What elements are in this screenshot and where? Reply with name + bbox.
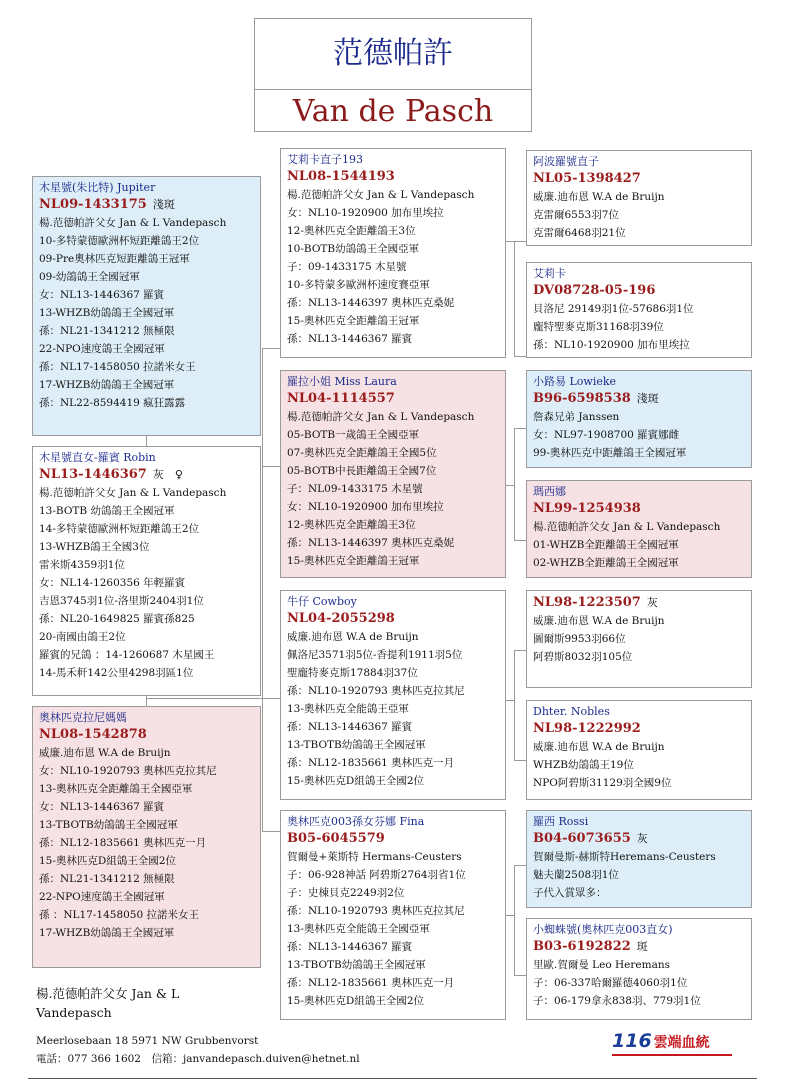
info-line: 孫：NL13-1446367 羅賓 — [287, 941, 413, 953]
info-line: 孫：NL21-1341212 無極限 — [39, 325, 175, 337]
pedigree-card-dam — [32, 706, 261, 968]
info-line: 孫：NL12-1835661 奧林匹克一月 — [39, 837, 207, 849]
pedigree-card-dds — [526, 810, 752, 908]
info-line: 威廉.迪布恩 W.A de Bruijn — [533, 741, 665, 753]
connector-line — [146, 698, 262, 699]
pedigree-card-sire-sire — [280, 148, 506, 358]
info-line: WHZB幼鴿鴿王19位 — [533, 759, 634, 771]
info-line: 吉恩3745羽1位-洛里斯2404羽1位 — [39, 595, 204, 607]
ring-number: NL04-2055298 — [287, 611, 395, 626]
ring-number: NL08-1542878 — [39, 727, 147, 742]
connector-line — [514, 760, 526, 761]
connector-line — [514, 650, 526, 651]
pigeon-name: 艾莉卡 — [533, 267, 566, 280]
info-line: 孫：NL13-1446367 羅賓 — [287, 333, 413, 345]
info-line: 07-奧林匹克全距離鴿王全國5位 — [287, 447, 437, 459]
connector-line — [506, 915, 515, 916]
info-line: 孫：NL12-1835661 奧林匹克一月 — [287, 757, 455, 769]
info-line: 威廉.迪布恩 W.A de Bruijn — [39, 747, 171, 759]
info-line: 15-奧林匹克D組鴿王全國2位 — [287, 995, 425, 1007]
info-line: 15-奧林匹克D組鴿王全國2位 — [287, 775, 425, 787]
info-line: 22-NPO速度鴿王全國冠軍 — [39, 343, 165, 355]
contact-line: 電話：077 366 1602 信箱：janvandepasch.duiven@hetnet.nl — [36, 1053, 360, 1065]
info-line: 22-NPO速度鴿王全國冠軍 — [39, 891, 165, 903]
info-line: 13-WHZB鴿王全國3位 — [39, 541, 150, 553]
pedigree-card-dam-sire — [280, 590, 506, 800]
connector-line — [514, 428, 515, 540]
ring-number: NL13-1446367 灰 ♀ — [39, 467, 183, 482]
info-line: 子代入賞眾多： — [533, 887, 607, 899]
connector-line — [514, 356, 526, 357]
ring-number: NL99-1254938 — [533, 501, 641, 516]
color-tag: 灰 ♀ — [152, 468, 183, 481]
info-line: NPO阿碧斯31129羽全國9位 — [533, 777, 672, 789]
info-line: 賀爾曼+萊斯特 Hermans-Ceusters — [287, 851, 462, 863]
connector-line — [514, 650, 515, 760]
info-line: 子：06-928神話 阿碧斯2764羽省1位 — [287, 869, 466, 881]
pigeon-name: 小路易 Lowieke — [533, 375, 617, 388]
info-line: 女：NL14-1260356 年輕羅賓 — [39, 577, 186, 589]
info-line: 05-BOTB一歲鴿王全國亞軍 — [287, 429, 420, 441]
info-line: 12-奧林匹克全距離鴿王3位 — [287, 225, 416, 237]
pigeon-name: 羅拉小姐 Miss Laura — [287, 375, 397, 388]
info-line: 14-馬禾軒142公里4298羽區1位 — [39, 667, 194, 679]
info-line: 威廉.迪布恩 W.A de Bruijn — [533, 615, 665, 627]
info-line: 子：06-179拿永838羽、779羽1位 — [533, 995, 701, 1007]
pigeon-name: 木星號直女-羅賓 Robin — [39, 451, 156, 464]
info-line: 17-WHZB幼鴿鴿王全國冠軍 — [39, 927, 175, 939]
info-line: 02-WHZB全距離鴿王全國冠軍 — [533, 557, 679, 569]
info-line: 女：NL10-1920793 奧林匹克拉其尼 — [39, 765, 217, 777]
info-line: 孫：NL10-1920793 奧林匹克拉其尼 — [287, 685, 465, 697]
info-line: 10-BOTB幼鴿鴿王全國亞軍 — [287, 243, 420, 255]
info-line: 13-WHZB幼鴿鴿王全國冠軍 — [39, 307, 175, 319]
info-line: 孫：NL10-1920900 加布里埃拉 — [533, 339, 690, 351]
info-line: 克雷爾6553羽7位 — [533, 209, 619, 221]
logo-text: 雲端血統 — [653, 1035, 710, 1051]
info-line: 女：NL13-1446367 羅賓 — [39, 801, 165, 813]
info-line: 聖龐特麥克斯17884羽37位 — [287, 667, 418, 679]
info-line: 威廉.迪布恩 W.A de Bruijn — [287, 631, 419, 643]
pedigree-card-sire-dam — [280, 370, 506, 578]
pedigree-card-sire — [32, 176, 261, 436]
info-line: 阿碧斯8032羽105位 — [533, 651, 633, 663]
info-line: 子：06-337哈爾羅德4060羽1位 — [533, 977, 688, 989]
address-line: Meerlosebaan 18 5971 NW Grubbenvorst — [36, 1035, 259, 1047]
info-line: 雷米斯4359羽1位 — [39, 559, 125, 571]
pigeon-name: 瑪西娜 — [533, 485, 566, 498]
info-line: 20-南國由鴿王2位 — [39, 631, 126, 643]
ring-number: NL98-1222992 — [533, 721, 641, 736]
connector-line — [262, 698, 280, 699]
info-line: 女：NL10-1920900 加布里埃拉 — [287, 501, 444, 513]
pigeon-name: 艾莉卡直子193 — [287, 153, 363, 166]
info-line: 楊.范德帕許父女 Jan & L Vandepasch — [39, 217, 227, 229]
pedigree-card-ddd — [526, 918, 752, 1020]
ring-number: DV08728-05-196 — [533, 283, 656, 298]
connector-line — [514, 865, 515, 975]
info-line: 孫：NL13-1446397 奧林匹克桑妮 — [287, 297, 455, 309]
info-line: 01-WHZB全距離鴿王全國冠軍 — [533, 539, 679, 551]
info-line: 13-TBOTB幼鴿鴿王全國冠軍 — [287, 739, 426, 751]
info-line: 13-奧林匹克全能鴿王全國亞軍 — [287, 923, 430, 935]
info-line: 13-TBOTB幼鴿鴿王全國冠軍 — [39, 819, 178, 831]
info-line: 孫 ：NL17-1458050 拉諾米女王 — [39, 909, 200, 921]
pedigree-card-ssd — [526, 262, 752, 358]
connector-line — [514, 428, 526, 429]
info-line: 12-奧林匹克全距離鴿王3位 — [287, 519, 416, 531]
info-line: 子：史棟貝克2249羽2位 — [287, 887, 405, 899]
connector-line — [506, 241, 526, 242]
info-line: 15-奧林匹克全距離鴿王冠軍 — [287, 555, 420, 567]
info-line: 子：09-1433175 木星號 — [287, 261, 407, 273]
info-line: 女：NL97-1908700 羅賓娜雌 — [533, 429, 680, 441]
logo-number: 116 — [612, 1030, 652, 1052]
logo-underline — [612, 1054, 732, 1056]
title-english: Van de Pasch — [292, 94, 494, 129]
info-line: 里歐.賀爾曼 Leo Heremans — [533, 959, 670, 971]
info-line: 女：NL10-1920900 加布里埃拉 — [287, 207, 444, 219]
info-line: 13-奧林匹克全距離鴿王全國亞軍 — [39, 783, 193, 795]
info-line: 子：NL09-1433175 木星號 — [287, 483, 423, 495]
info-line: 楊.范德帕許父女 Jan & L Vandepasch — [287, 411, 475, 423]
pigeon-name: 牛仔 Cowboy — [287, 595, 357, 608]
contact-block — [36, 1032, 360, 1068]
info-line: 楊.范德帕許父女 Jan & L Vandepasch — [533, 521, 721, 533]
info-line: 孫：NL13-1446367 羅賓 — [287, 721, 413, 733]
pedigree-card-dss — [526, 590, 752, 688]
info-line: 威廉.迪布恩 W.A de Bruijn — [533, 191, 665, 203]
connector-line — [146, 436, 147, 446]
info-line: 15-奧林匹克全距離鴿王冠軍 — [287, 315, 420, 327]
pedigree-card-dsd — [526, 700, 752, 800]
info-line: 佩洛尼3571羽5位-香提利1911羽5位 — [287, 649, 463, 661]
ring-number: B03-6192822 斑 — [533, 939, 648, 954]
info-line: 圖爾斯9953羽66位 — [533, 633, 626, 645]
color-tag: 淺斑 — [636, 392, 659, 405]
pigeon-name: 小蜘蛛號(奧林匹克003直女) — [533, 923, 673, 936]
info-line: 13-奧林匹克全能鴿王亞軍 — [287, 703, 409, 715]
connector-line — [514, 540, 526, 541]
info-line: 孫：NL20-1649825 羅賓孫825 — [39, 613, 195, 625]
ring-number: NL09-1433175 淺斑 — [39, 197, 175, 212]
color-tag: 灰 — [636, 832, 648, 845]
info-line: 女：NL13-1446367 羅賓 — [39, 289, 165, 301]
connector-line — [514, 975, 526, 976]
connector-line — [514, 865, 526, 866]
info-line: 楊.范德帕許父女 Jan & L Vandepasch — [287, 189, 475, 201]
ring-number: NL98-1223507 灰 — [533, 595, 658, 610]
connector-line — [506, 700, 515, 701]
info-line: 13-BOTB 幼鴿鴿王全國冠軍 — [39, 505, 175, 517]
info-line: 10-多特蒙多歐洲杯速度賽亞軍 — [287, 279, 430, 291]
info-line: 13-TBOTB幼鴿鴿王全國冠軍 — [287, 959, 426, 971]
info-line: 魅夫蘭2508羽1位 — [533, 869, 619, 881]
title-box — [254, 18, 532, 132]
pigeon-name: 木星號(朱比特) Jupiter — [39, 181, 156, 194]
color-tag: 灰 — [646, 596, 658, 609]
brand-logo — [612, 1030, 732, 1056]
connector-line — [262, 348, 280, 349]
connector-line — [506, 485, 515, 486]
pigeon-name: 阿波羅號直子 — [533, 155, 599, 168]
info-line: 15-奧林匹克D組鴿王全國2位 — [39, 855, 177, 867]
info-line: 羅賓的兄鴿 ：14-1260687 木星國王 — [39, 649, 215, 661]
info-line: 05-BOTB中長距離鴿王全國7位 — [287, 465, 437, 477]
pigeon-name: Dhter. Nobles — [533, 705, 610, 718]
color-tag: 斑 — [636, 940, 648, 953]
info-line: 克雷爾6468羽21位 — [533, 227, 626, 239]
info-line: 10-多特蒙德歐洲杯短距離鴿王2位 — [39, 235, 200, 247]
info-line: 孫：NL13-1446397 奧林匹克桑妮 — [287, 537, 455, 549]
pedigree-card-sss — [526, 150, 752, 246]
ring-number: NL04-1114557 — [287, 391, 395, 406]
connector-line — [262, 831, 280, 832]
pigeon-name: 奧林匹克003孫女芬娜 Fina — [287, 815, 425, 828]
info-line: 貝洛尼 29149羽1位-57686羽1位 — [533, 303, 694, 315]
ring-number: NL05-1398427 — [533, 171, 641, 186]
ring-number: B04-6073655 灰 — [533, 831, 648, 846]
pedigree-card-dam-dam — [280, 810, 506, 1020]
bottom-divider — [28, 1078, 757, 1079]
info-line: 孫：NL10-1920793 奧林匹克拉其尼 — [287, 905, 465, 917]
info-line: 孫：NL22-8594419 瘋狂露露 — [39, 397, 186, 409]
info-line: 詹森兄弟 Janssen — [533, 411, 620, 423]
info-line: 99-奧林匹克中距離鴿王全國冠軍 — [533, 447, 687, 459]
ring-number: NL08-1544193 — [287, 169, 395, 184]
connector-line — [514, 241, 515, 356]
info-line: 14-多特蒙德歐洲杯短距離鴿王2位 — [39, 523, 200, 535]
info-line: 賀爾曼斯-赫斯特Heremans-Ceusters — [533, 851, 716, 863]
info-line: 17-WHZB幼鴿鴿王全國冠軍 — [39, 379, 175, 391]
info-line: 孫：NL17-1458050 拉諾米女王 — [39, 361, 196, 373]
info-line: 楊.范德帕許父女 Jan & L Vandepasch — [39, 487, 227, 499]
title-divider — [255, 89, 531, 90]
pedigree-card-sds — [526, 370, 752, 468]
color-tag: 淺斑 — [152, 198, 175, 211]
ring-number: B05-6045579 — [287, 831, 385, 846]
pedigree-card-sdd — [526, 480, 752, 578]
info-line: 09-幼鴿鴿王全國冠軍 — [39, 271, 140, 283]
ring-number: B96-6598538 淺斑 — [533, 391, 659, 406]
info-line: 孫：NL12-1835661 奧林匹克一月 — [287, 977, 455, 989]
pigeon-name: 羅西 Rossi — [533, 815, 589, 828]
info-line: 09-Pre奧林匹克短距離鴿王冠軍 — [39, 253, 190, 265]
pedigree-card-subject — [32, 446, 261, 696]
connector-line — [262, 348, 263, 831]
owner-name: 楊.范德帕許父女 Jan & L Vandepasch — [36, 986, 180, 1020]
connector-line — [262, 466, 280, 467]
info-line: 孫：NL21-1341212 無極限 — [39, 873, 175, 885]
info-line: 龐特聖麥克斯31168羽39位 — [533, 321, 664, 333]
pigeon-name: 奧林匹克拉尼媽媽 — [39, 711, 127, 724]
title-chinese: 范德帕許 — [333, 36, 453, 71]
